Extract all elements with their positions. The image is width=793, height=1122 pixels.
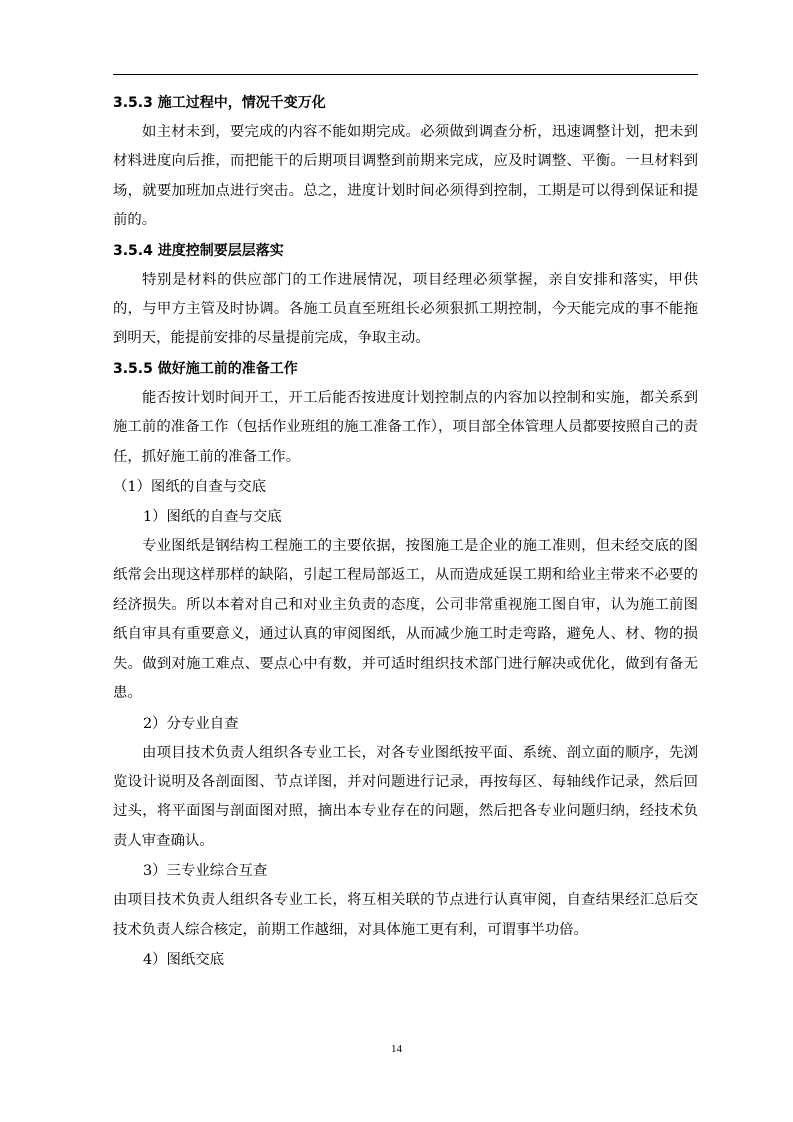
- section-paragraph: 特别是材料的供应部门的工作进展情况，项目经理必须掌握，亲自安排和落实，甲供的，与甲方主管及时协调。各施工员直至班组长必须狠抓工期控制，今天能完成的事不能拖到明天，能提前安排的尽量提前完成，争取主动。: [113, 271, 698, 347]
- section-heading-3-5-3: 3.5.3 施工过程中，情况千变万化: [113, 95, 326, 111]
- sub-item-paragraph: 专业图纸是钢结构工程施工的主要依据，按图施工是企业的施工准则，但未经交底的图纸常会出现这样那样的缺陷，引起工程局部返工，从而造成延误工期和给业主带来不必要的经济损失。所以本着对自己和对业主负责的态度，公司非常重视施工图自审，认为施工前图纸自审具有重要意义，通过认真的审阅图纸，从而减少施工时走弯路，避免人、材、物的损失。做到对施工难点、要点心中有数，并可适时组织技术部门进行解决或优化，做到有备无患。: [113, 538, 698, 702]
- sub-item-title: 4）图纸交底: [143, 951, 225, 968]
- section-heading-3-5-5: 3.5.5 做好施工前的准备工作: [113, 360, 298, 377]
- sub-item-title: 2）分专业自查: [143, 715, 239, 732]
- section-paragraph: 如主材未到，要完成的内容不能如期完成。必须做到调查分析，迅速调整计划，把未到材料进度向后推，而把能干的后期项目调整到前期来完成，应及时调整、平衡。一旦材料到场，就要加班加点进行突击。总之，进度计划时间必须得到控制，工期是可以得到保证和提前的。: [113, 124, 698, 229]
- list-item-1: （1）图纸的自查与交底: [113, 479, 267, 496]
- header-rule: [113, 74, 698, 75]
- section-heading-3-5-4: 3.5.4 进度控制要层层落实: [113, 242, 284, 259]
- section-paragraph: 能否按计划时间开工，开工后能否按进度计划控制点的内容加以控制和实施，都关系到施工前的准备工作（包括作业班组的施工准备工作），项目部全体管理人员都要按照自己的责任，抓好施工前的准备工作。: [113, 389, 698, 465]
- page-number: 14: [391, 1043, 402, 1055]
- sub-item-paragraph: 由项目技术负责人组织各专业工长，对各专业图纸按平面、系统、剖立面的顺序，先浏览设计说明及各剖面图、节点详图，并对问题进行记录，再按每区、每轴线作记录，然后回过头，将平面图与剖面图对照，摘出本专业存在的问题，然后把各专业问题归纳，经技术负责人审查确认。: [113, 744, 698, 849]
- sub-item-paragraph: 由项目技术负责人组织各专业工长，将互相关联的节点进行认真审阅，自查结果经汇总后交技术负责人综合核定，前期工作越细，对具体施工更有利，可谓事半功倍。: [113, 892, 698, 938]
- sub-item-title: 3）三专业综合互查: [143, 863, 268, 880]
- page-content: [113, 88, 698, 975]
- sub-item-title: 1）图纸的自查与交底: [143, 509, 282, 526]
